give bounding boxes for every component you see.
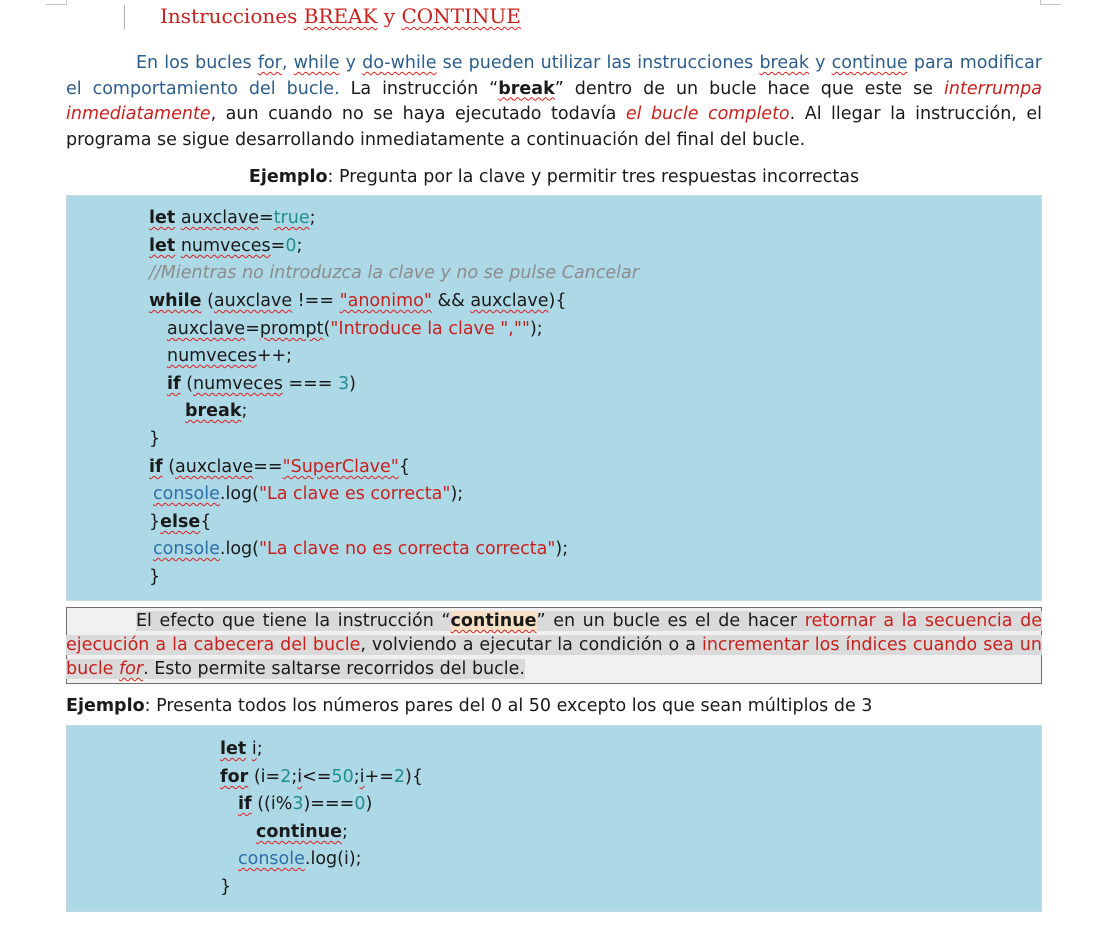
selected-text: El efecto que tiene la instrucción “continue” en un bucle es el de hacer retornar a la secuencia de ejecución a la cabecera del bucle, volviendo a ejecutar la condición o a incrementar los índices cuando sea un bucle for. Esto permite saltarse recorridos del bucle. bbox=[66, 611, 1042, 679]
intro-paragraph[interactable] bbox=[66, 51, 1042, 153]
code-line: while (auxclave !== "anonimo" && auxclave){ bbox=[149, 291, 567, 311]
example1-text: : Pregunta por la clave y permitir tres respuestas incorrectas bbox=[327, 167, 860, 187]
code-line: break; bbox=[185, 401, 248, 421]
code-line: if (auxclave=="SuperClave"{ bbox=[149, 457, 410, 477]
code-line: console.log("La clave no es correcta correcta"); bbox=[153, 539, 569, 559]
code-comment: //Mientras no introduzca la clave y no se pulse Cancelar bbox=[149, 263, 639, 283]
code-line: numveces++; bbox=[167, 346, 293, 366]
text-cursor bbox=[124, 5, 125, 29]
intro-text: La instrucción “ bbox=[339, 78, 499, 99]
intro-red-emphasis-1: interrumpa inmediatamente bbox=[66, 78, 1042, 124]
intro-text: ” dentro de un bucle hace que este se bbox=[554, 78, 945, 99]
example2-label: Ejemplo bbox=[66, 696, 145, 716]
intro-sentence-1: En los bucles for, while y do-while se pueden utilizar las instrucciones break y continue para modificar el comportamiento del bucle. bbox=[66, 53, 1043, 99]
code-line: let auxclave=true; bbox=[149, 208, 316, 228]
code-block-break[interactable] bbox=[66, 195, 1042, 601]
heading-connector: y bbox=[377, 4, 402, 28]
heading-word-continue: CONTINUE bbox=[401, 4, 521, 28]
code-line: for (i=2;i<=50;i+=2){ bbox=[220, 767, 423, 787]
code-line: if ((i%3)===0) bbox=[238, 794, 373, 814]
code-line: console.log(i); bbox=[238, 849, 362, 869]
page-corner-mark-left bbox=[46, 0, 67, 5]
code-line: let numveces=0; bbox=[149, 236, 303, 256]
code-line: let i; bbox=[220, 739, 263, 759]
heading-prefix: Instrucciones bbox=[160, 4, 304, 28]
code-line: auxclave=prompt("Introduce la clave ",""); bbox=[167, 319, 543, 339]
code-line: if (numveces === 3) bbox=[167, 374, 356, 394]
code-line: }else{ bbox=[149, 512, 212, 532]
example2-text: : Presenta todos los números pares del 0 al 50 excepto los que sean múltiplos de 3 bbox=[144, 696, 873, 716]
highlighted-word-continue: continue bbox=[450, 611, 537, 631]
code-line: } bbox=[149, 429, 161, 449]
example2-caption[interactable] bbox=[66, 694, 872, 719]
code-line: continue; bbox=[256, 822, 348, 842]
intro-red-emphasis-2: el bucle completo bbox=[625, 104, 790, 124]
heading-word-break: BREAK bbox=[303, 4, 378, 28]
intro-text: , aun cuando no se haya ejecutado todavía bbox=[210, 104, 626, 124]
example1-label: Ejemplo bbox=[248, 167, 328, 187]
intro-break-bold: break bbox=[498, 78, 555, 99]
page-corner-mark-right bbox=[1040, 0, 1061, 5]
code-line: } bbox=[149, 567, 161, 587]
intro-text: . Al llegar la instrucción, el programa se sigue desarrollando inmediatamente a continuación del final del bucle. bbox=[66, 104, 1042, 150]
code-block-continue[interactable] bbox=[66, 725, 1042, 912]
code-line: console.log("La clave es correcta"); bbox=[153, 484, 464, 504]
example1-caption[interactable] bbox=[66, 165, 1042, 190]
section-heading[interactable] bbox=[160, 4, 521, 28]
code-line: } bbox=[220, 877, 232, 897]
continue-paragraph[interactable] bbox=[66, 609, 1042, 681]
